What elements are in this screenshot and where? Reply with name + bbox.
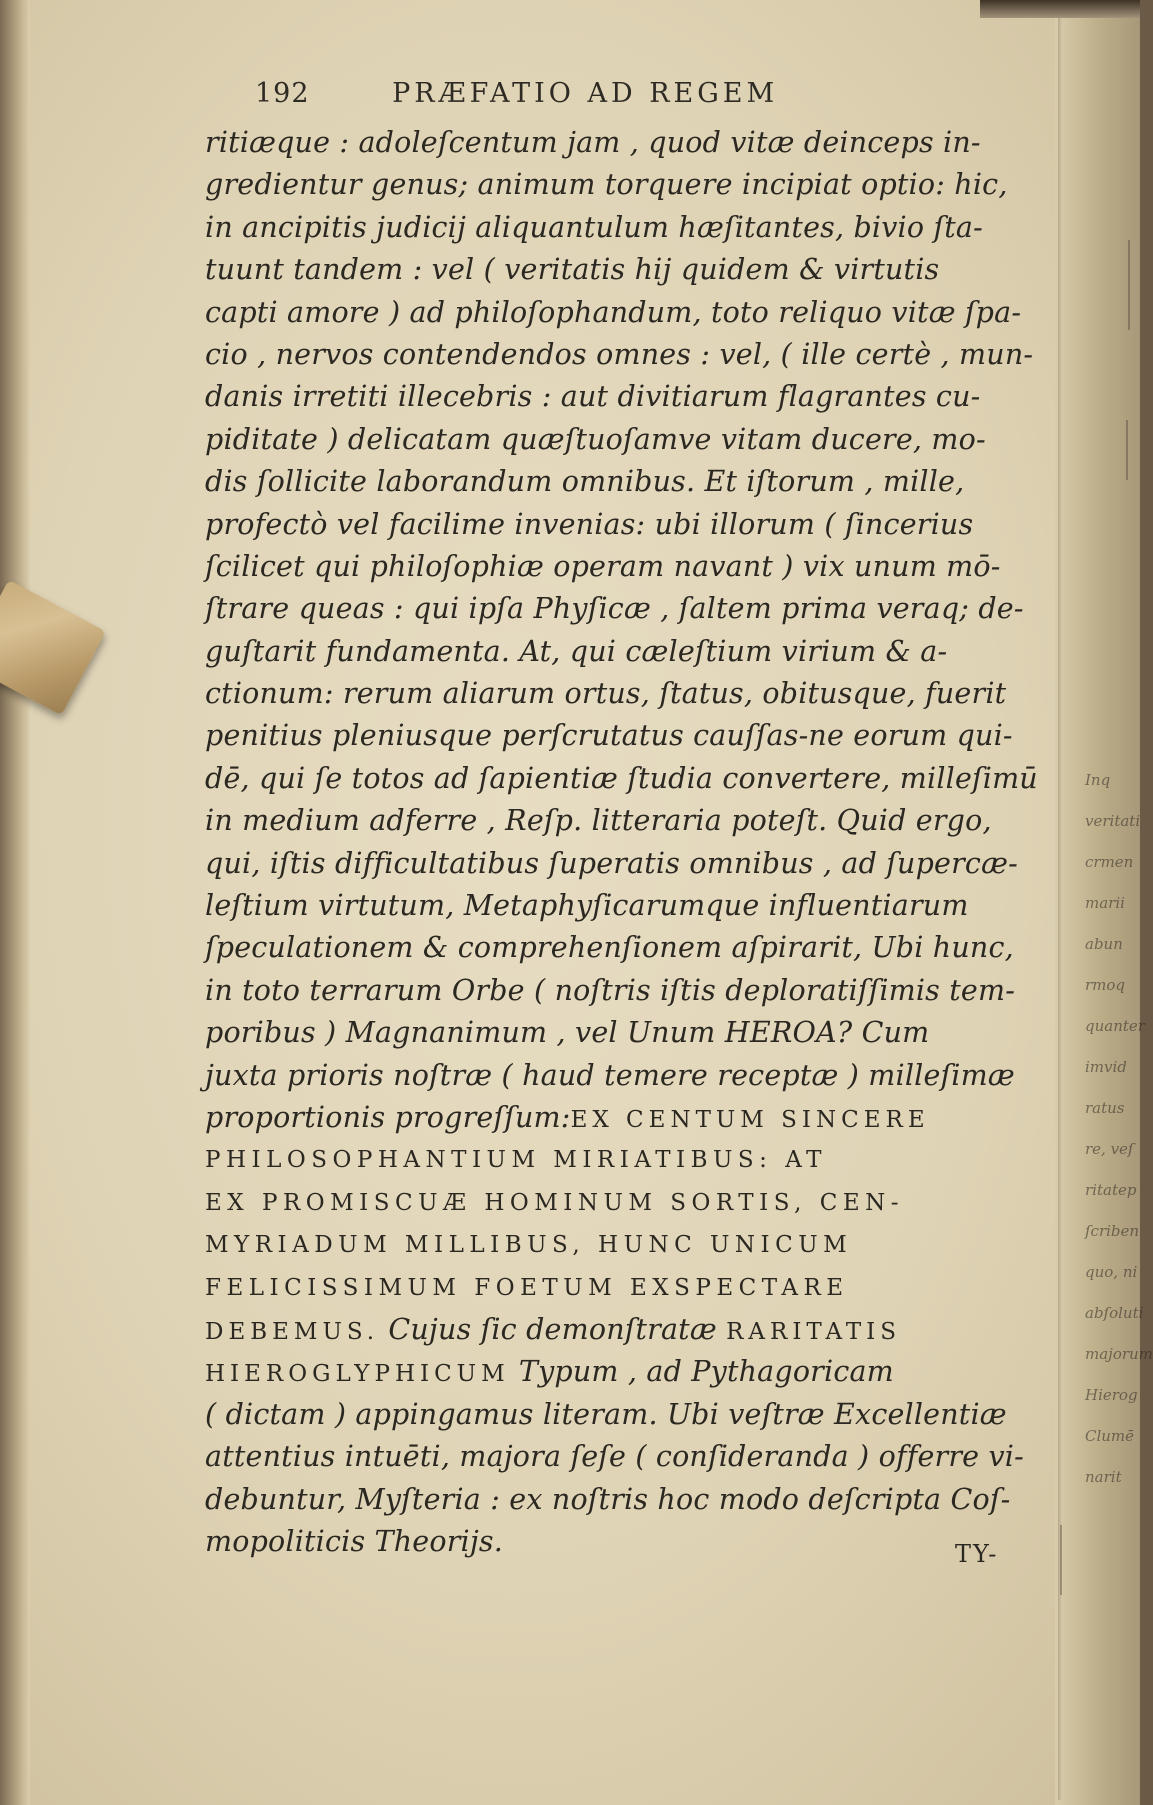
page-number: 192 xyxy=(255,78,310,109)
text-line: in medium adferre , Reſp. litteraria poteſt. Quid ergo, xyxy=(205,804,992,838)
text-line: juxta prioris noſtræ ( haud temere receptæ ) milleſimæ xyxy=(205,1058,1015,1092)
margin-fragment: quanter xyxy=(1085,1017,1145,1035)
margin-fragment: narit xyxy=(1085,1468,1122,1486)
margin-fragment: Hierog xyxy=(1085,1386,1138,1404)
text-line: ſtrare queas : qui ipſa Phyſicæ , ſaltem prima veraq; de- xyxy=(205,592,1024,626)
margin-fragment: abſoluti xyxy=(1085,1304,1144,1322)
body-text xyxy=(205,122,1055,1563)
text-line: leſtium virtutum, Metaphyſicarumque influentiarum xyxy=(205,889,969,923)
margin-fragment: ratus xyxy=(1085,1099,1125,1117)
margin-fragment: Inq xyxy=(1085,771,1111,789)
text-line: guſtarit fundamenta. At, qui cæleſtium virium & a- xyxy=(205,634,948,668)
top-corner-fold xyxy=(980,0,1140,18)
running-header xyxy=(255,78,955,109)
caps-span: RARITATIS xyxy=(726,1318,902,1345)
smallcap-line: PHILOSOPHANTIUM MIRIATIBUS: AT xyxy=(205,1147,827,1174)
mixed-text-line xyxy=(205,1097,1055,1139)
catchword: TY- xyxy=(955,1540,999,1568)
mixed-text-line xyxy=(205,1351,1055,1393)
text-line: ctionum: rerum aliarum ortus, ſtatus, obitusque, fuerit xyxy=(205,677,1007,711)
running-title: PRÆFATIO AD REGEM xyxy=(392,78,779,109)
text-line: poribus ) Magnanimum , vel Unum HEROA? Cum xyxy=(205,1016,930,1050)
text-line: tuunt tandem : vel ( veritatis hij quidem & virtutis xyxy=(205,253,940,287)
text-line: attentius intuēti, majora ſeſe ( conſideranda ) offerre vi- xyxy=(205,1440,1024,1474)
margin-fragment: ſcriben xyxy=(1085,1222,1140,1240)
text-line: in ancipitis judicij aliquantulum hæſitantes, bivio ſta- xyxy=(205,210,983,244)
facing-page-mark xyxy=(1060,1525,1062,1595)
left-page-edge xyxy=(0,0,30,1805)
text-line: gredientur genus; animum torquere incipiat optio: hic, xyxy=(205,168,1008,202)
margin-fragment: abun xyxy=(1085,935,1123,953)
margin-fragment: rmoq xyxy=(1085,976,1126,994)
facing-page-mark xyxy=(1126,420,1128,480)
text-line: danis irretiti illecebris : aut divitiarum flagrantes cu- xyxy=(205,380,981,414)
text-line: capti amore ) ad philoſophandum, toto reliquo vitæ ſpa- xyxy=(205,295,1022,329)
margin-fragment: re, veſ xyxy=(1085,1140,1134,1158)
text-line: mopoliticis Theorijs. xyxy=(205,1524,503,1558)
facing-page-margin xyxy=(1085,760,1153,1498)
smallcap-line: EX PROMISCUÆ HOMINUM SORTIS, CEN- xyxy=(205,1189,905,1216)
text-line: dis ſollicite laborandum omnibus. Et iſtorum , mille, xyxy=(205,465,965,499)
margin-fragment: marii xyxy=(1085,894,1125,912)
smallcap-line: FELICISSIMUM FOETUM EXSPECTARE xyxy=(205,1274,849,1301)
caps-span: EX CENTUM SINCERE xyxy=(570,1106,930,1133)
mixed-text-line xyxy=(205,1309,1055,1351)
text-line: profectò vel facilime invenias: ubi illorum ( ſincerius xyxy=(205,507,974,541)
margin-fragment: quo, ni xyxy=(1085,1263,1138,1281)
text-line: qui, iſtis difficultatibus ſuperatis omnibus , ad ſupercæ- xyxy=(205,846,1018,880)
smallcap-line: MYRIADUM MILLIBUS, HUNC UNICUM xyxy=(205,1232,853,1259)
margin-fragment: majorum xyxy=(1085,1345,1153,1363)
margin-fragment: imvid xyxy=(1085,1058,1127,1076)
italic-span: Typum , ad Pythagoricam xyxy=(518,1355,894,1389)
text-line: ( dictam ) appingamus literam. Ubi veſtræ Excellentiæ xyxy=(205,1397,1007,1431)
facing-page-mark xyxy=(1128,240,1130,330)
text-line: penitius pleniusque perſcrutatus cauſſas-ne eorum qui- xyxy=(205,719,1013,753)
text-line: ritiæque : adoleſcentum jam , quod vitæ deinceps in- xyxy=(205,126,981,159)
margin-fragment: Clumē xyxy=(1085,1427,1135,1445)
caps-span: HIEROGLYPHICUM xyxy=(205,1361,510,1388)
text-line: dē, qui ſe totos ad ſapientiæ ſtudia convertere, milleſimū xyxy=(205,761,1038,795)
text-line: piditate ) delicatam quæſtuoſamve vitam ducere, mo- xyxy=(205,422,986,456)
text-line: ſcilicet qui philoſophiæ operam navant ) vix unum mō- xyxy=(205,549,1001,583)
caps-span: DEBEMUS. xyxy=(205,1318,380,1345)
text-line: ſpeculationem & comprehenſionem aſpirarit, Ubi hunc, xyxy=(205,931,1014,965)
margin-fragment: ritatep xyxy=(1085,1181,1137,1199)
margin-fragment: crmen xyxy=(1085,853,1134,871)
text-line: in toto terrarum Orbe ( noſtris iſtis deploratiſſimis tem- xyxy=(205,973,1016,1007)
italic-span: proportionis progreſſum: xyxy=(205,1100,571,1134)
text-line: cio , nervos contendendos omnes : vel, ( ille certè , mun- xyxy=(205,337,1034,371)
text-line: debuntur, Myſteria : ex noſtris hoc modo deſcripta Coſ- xyxy=(205,1482,1011,1516)
italic-span: Cujus ſic demonſtratæ xyxy=(388,1312,717,1346)
margin-fragment: veritati xyxy=(1085,812,1141,830)
